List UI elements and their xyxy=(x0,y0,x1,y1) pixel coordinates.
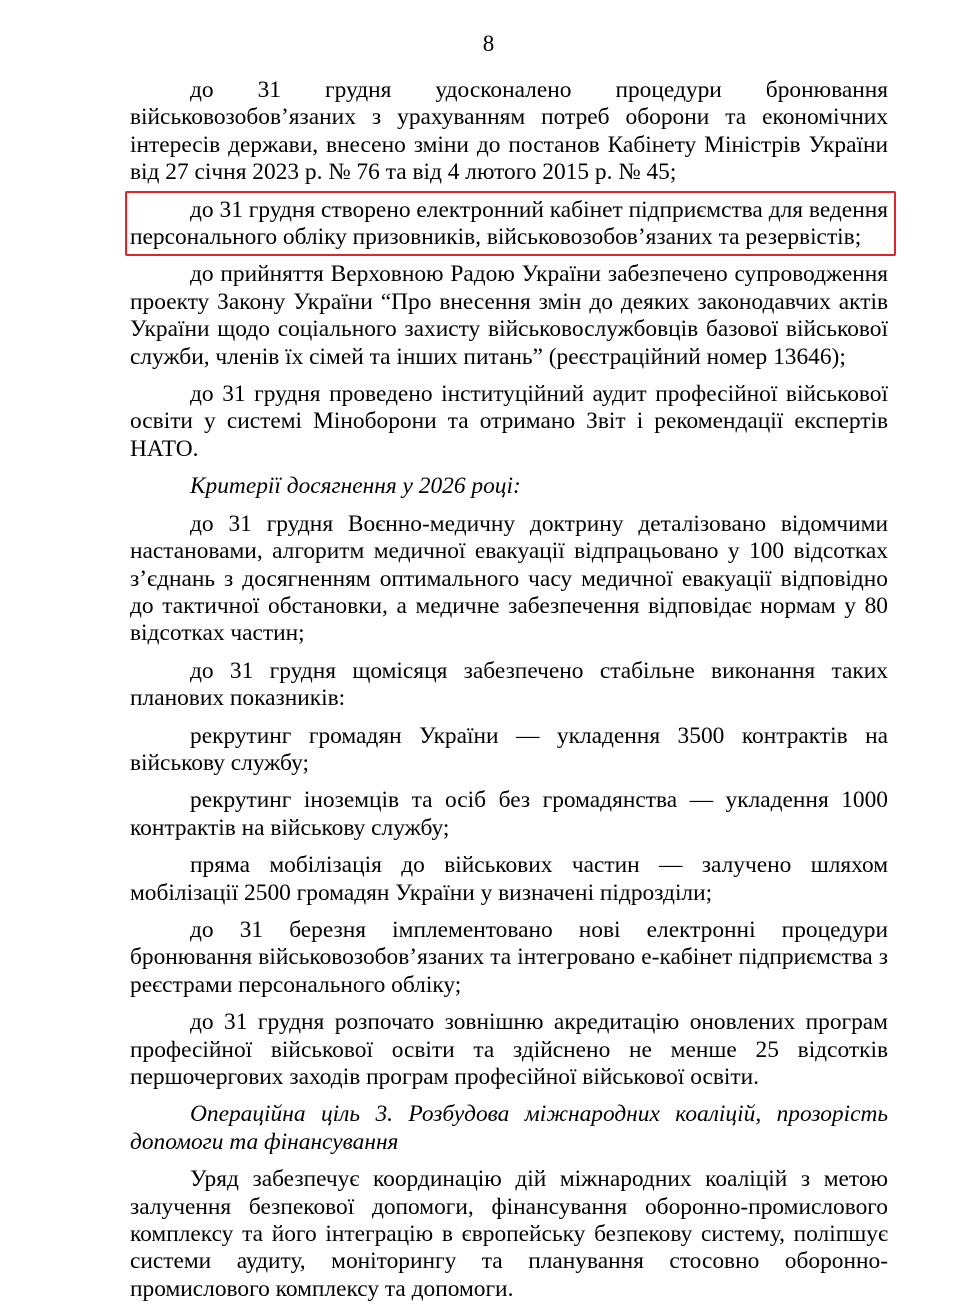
paragraph-direct-mobilization: пряма мобілізація до військових частин — залучено шляхом мобілізації 2500 громадян України у визначені підрозділи; xyxy=(130,852,888,906)
paragraph-accreditation: до 31 грудня розпочато зовнішню акредитацію оновлених програм професійної військової освіти та здійснено не менше 25 відсотків першочергових заходів програм професійної військової освіти. xyxy=(130,1009,888,1090)
paragraph-monthly-indicators: до 31 грудня щомісяця забезпечено стабільне виконання таких планових показників: xyxy=(130,657,888,712)
highlighted-text: до 31 грудня створено електронний кабінет підприємства для ведення персонального обліку призовників, військовозобов’язаних та резервістів; xyxy=(130,196,888,251)
paragraph-medical-doctrine: до 31 грудня Воєнно-медичну доктрину деталізовано відомчими настановами, алгоритм медичної евакуації відпрацьовано у 100 відсотках з’єднань з досягненням оптимального часу медичної евакуації відповідно до тактичної обстановки, а медичне забезпечення відповідає нормам у 80 відсотках частин; xyxy=(130,510,888,647)
paragraph-education-audit: до 31 грудня проведено інституційний аудит професійної військової освіти у системі Міноборони та отримано Звіт і рекомендації експертів НАТО. xyxy=(130,381,888,462)
paragraph-electronic-cabinet-highlighted xyxy=(130,197,888,252)
paragraph-reservation-procedures: до 31 грудня удосконалено процедури бронювання військовозобов’язаних з урахуванням потреб оборони та економічних інтересів держави, внесено зміни до постанов Кабінету Міністрів України від 27 січня 2023 р. № 76 та від 4 лютого 2015 р. № 45; xyxy=(130,77,888,186)
paragraph-recruiting-citizens: рекрутинг громадян України — укладення 3500 контрактів на військову службу; xyxy=(130,722,888,776)
paragraph-government-coordination: Уряд забезпечує координацію дій міжнародних коаліцій з метою залучення безпекової допомоги, фінансування оборонно-промислового комплексу та його інтеграцію в європейську безпекову систему, поліпшує системи аудиту, моніторингу та планування стосовно оборонно-промислового комплексу та допомоги. xyxy=(130,1166,888,1302)
paragraph-law-support: до прийняття Верховною Радою України забезпечено супроводження проекту Закону України “Про внесення змін до деяких законодавчих актів України щодо соціального захисту військовослужбовців базової військової служби, членів їх сімей та інших питань” (реєстраційний номер 13646); xyxy=(130,261,888,370)
paragraph-electronic-procedures: до 31 березня імплементовано нові електронні процедури бронювання військовозобов’язаних та інтегровано е-кабінет підприємства з реєстрами персонального обліку; xyxy=(130,916,888,998)
section-heading-operational-goal-3: Операційна ціль 3. Розбудова міжнародних коаліцій, прозорість допомоги та фінансування xyxy=(130,1101,888,1155)
section-heading-criteria-2026: Критерії досягнення у 2026 році: xyxy=(190,473,521,500)
paragraph-recruiting-foreigners: рекрутинг іноземців та осіб без громадянства — укладення 1000 контрактів на військову службу; xyxy=(130,787,888,841)
page-number: 8 xyxy=(482,31,495,56)
document-body xyxy=(130,77,888,1313)
